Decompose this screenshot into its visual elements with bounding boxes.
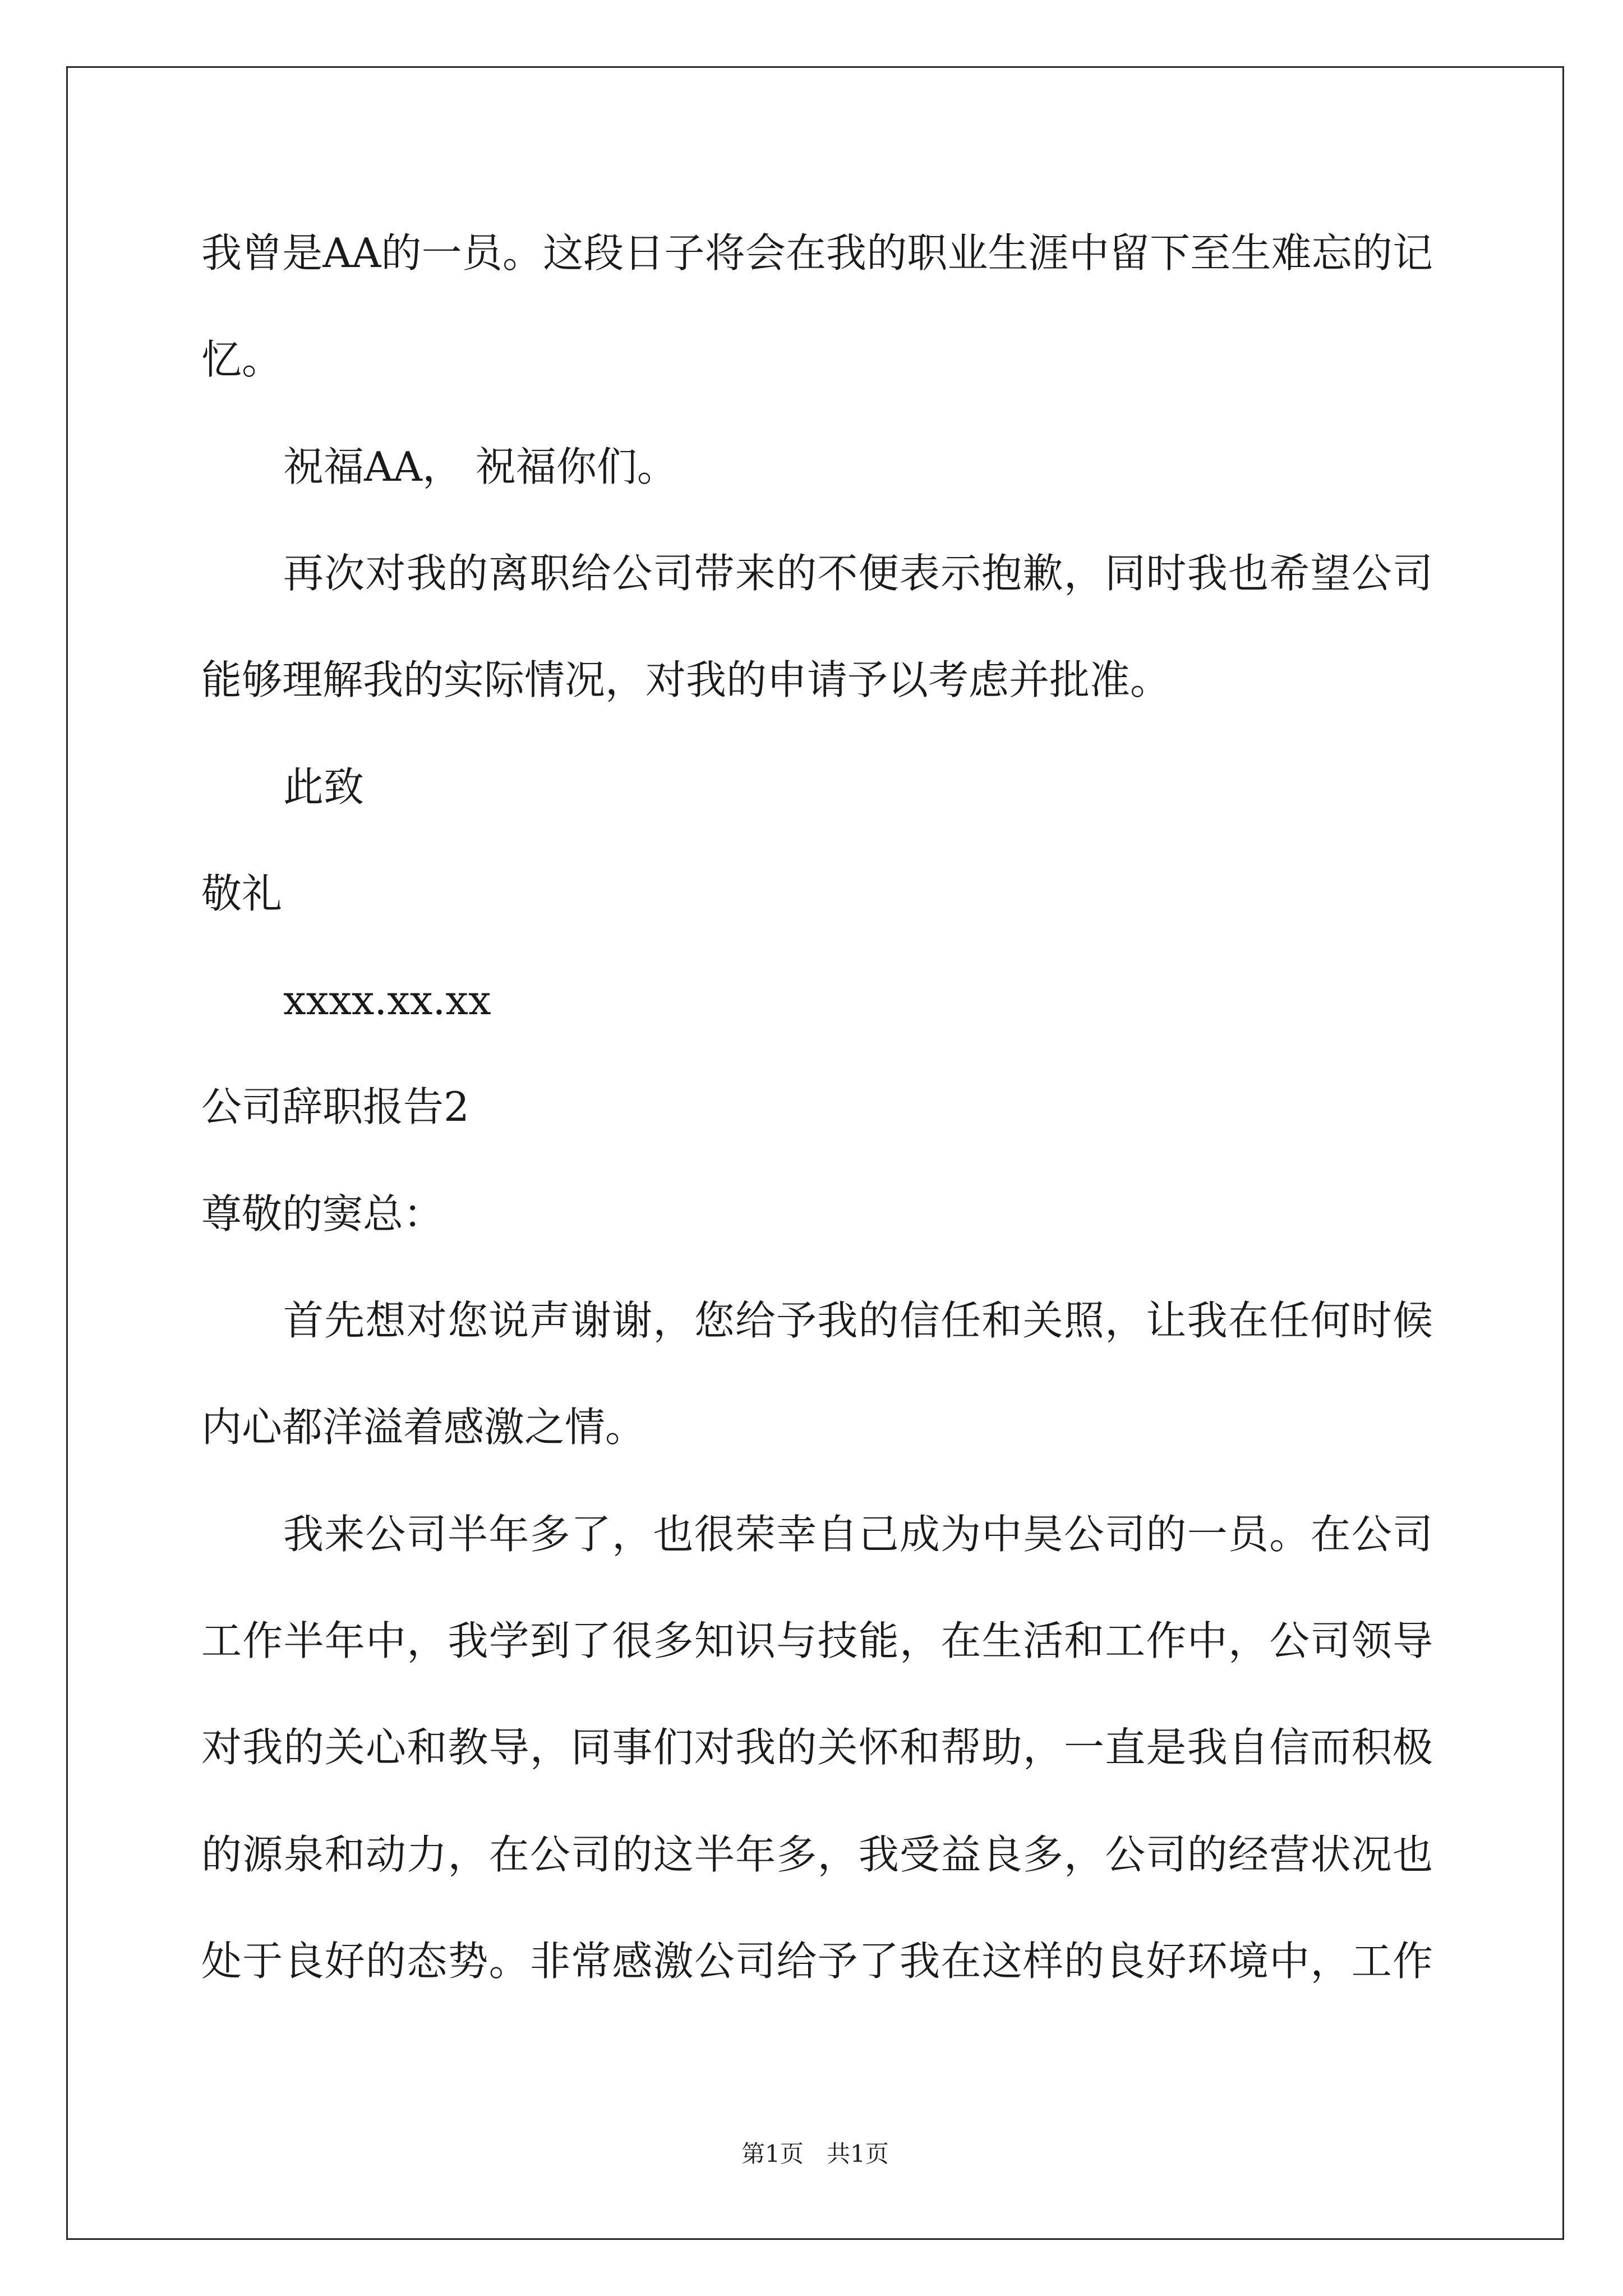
text-line: 我来公司半年多了，也很荣幸自己成为中昊公司的一员。在公司 [283,1511,1433,1558]
text-line: 内心都洋溢着感激之情。 [201,1404,646,1451]
date-line: xxxx.xx.xx [283,977,491,1024]
closing-regards: 敬礼 [201,870,283,917]
salutation: 尊敬的窦总： [201,1190,444,1237]
text-line: 祝福AA， 祝福你们。 [283,443,677,490]
text-line: 我曾是AA的一员。这段日子将会在我的职业生涯中留下至生难忘的记 [201,229,1433,277]
text-line: 工作半年中，我学到了很多知识与技能，在生活和工作中，公司领导 [201,1617,1433,1664]
page-number-footer: 第1页 共1页 [741,2140,889,2168]
section-title: 公司辞职报告2 [201,1083,469,1130]
text-line: 再次对我的离职给公司带来的不便表示抱歉，同时我也希望公司 [283,550,1433,597]
text-line: 忆。 [201,336,283,383]
text-line: 能够理解我的实际情况，对我的申请予以考虑并批准。 [201,656,1171,703]
closing-phrase: 此致 [283,763,365,811]
text-line: 处于良好的态势。非常感激公司给予了我在这样的良好环境中，工作 [201,1938,1433,1985]
text-line: 首先想对您说声谢谢，您给予我的信任和关照，让我在任何时候 [283,1297,1433,1344]
text-line: 的源泉和动力，在公司的这半年多，我受益良多，公司的经营状况也 [201,1831,1433,1878]
text-line: 对我的关心和教导，同事们对我的关怀和帮助，一直是我自信而积极 [201,1724,1433,1771]
